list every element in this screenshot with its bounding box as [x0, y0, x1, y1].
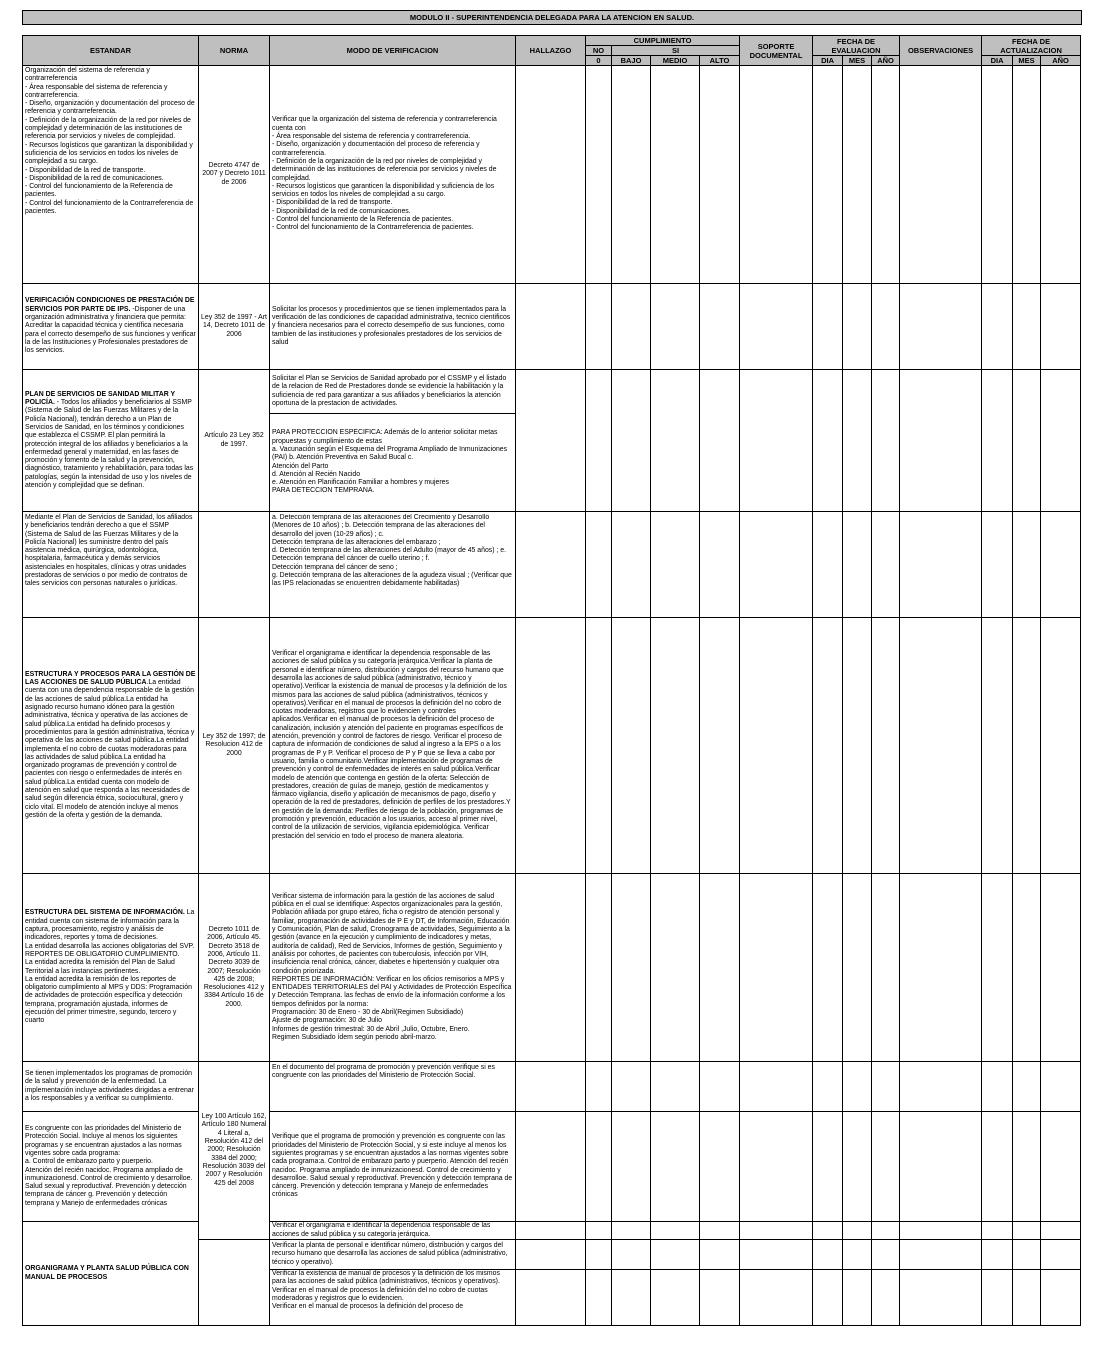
eval-mes-cell[interactable] — [843, 370, 872, 512]
table-row — [23, 284, 1081, 370]
soporte-cell[interactable] — [740, 66, 813, 284]
verification-table — [22, 35, 1081, 1326]
cumplimiento-bajo-cell[interactable] — [612, 512, 651, 618]
cumplimiento-alto-cell[interactable] — [700, 370, 740, 512]
cumplimiento-medio-cell[interactable] — [651, 1270, 700, 1326]
header-medio: MEDIO — [651, 56, 700, 66]
cumplimiento-alto-cell[interactable] — [700, 284, 740, 370]
hallazgo-cell[interactable] — [516, 370, 586, 512]
observaciones-cell[interactable] — [900, 1222, 982, 1240]
eval-ano-cell[interactable] — [872, 1222, 900, 1240]
standard-title: PLAN DE SERVICIOS DE SANIDAD MILITAR Y POLICÍA. — [25, 390, 175, 407]
eval-dia-cell[interactable] — [813, 370, 843, 512]
eval-ano-cell[interactable] — [872, 1240, 900, 1270]
cumplimiento-no-cell[interactable] — [586, 1112, 612, 1222]
cumplimiento-no-cell[interactable] — [586, 284, 612, 370]
observaciones-cell[interactable] — [900, 1270, 982, 1326]
cumplimiento-no-cell[interactable] — [586, 66, 612, 284]
verification-cell: Verifique que el programa de promoción y prevención es congruente con las prioridades del Ministerio de Protección Social, y si este incluye al menos los siguientes programas y se encuentran ajustados a las normas vigentes sobre cada programa:a. Control de embarazo parto y puerperio. Atención del recién nacidoc. Programa ampliado de inmunizacionesd. Control de crecimiento y desarrolloe. Salud sexual y reproductivaf. Prevención y detección temprana de cáncerg. Prevención y detección temprana y Manejo de enfermedades crónicas — [270, 1112, 516, 1222]
header-estandar: ESTANDAR — [23, 36, 199, 66]
cumplimiento-bajo-cell[interactable] — [612, 1112, 651, 1222]
cumplimiento-alto-cell[interactable] — [700, 618, 740, 874]
verification-cell — [270, 512, 516, 618]
cumplimiento-bajo-cell[interactable] — [612, 874, 651, 1062]
cumplimiento-medio-cell[interactable] — [651, 618, 700, 874]
cumplimiento-no-cell[interactable] — [586, 874, 612, 1062]
standard-body: .La entidad cuenta con una dependencia responsable de la gestión de las acciones de salud pública.La entidad ha asignado recurso humano idóneo para la gestión administrativa, técnica y operativa de las acciones de salud pública.La entidad ha definido procesos y procedimientos para la gestión administrativa, técnica y operativa de las acciones de salud pública.La entidad implementa el no cobro de cuotas moderadoras para las actividades de salud pública.La entidad ha organizado programas de prevención y control de pacientes con riesgo o enfermedades de interés en salud pública.La entidad cuenta con modelo de atención en salud que responda a las necesidades de salud según diferencia étnica, sociocultural, gnero y ciclo vital. El modelo de atención incluye al menos gestión de la oferta y gestión de la demanda. — [25, 679, 195, 819]
standard-title: ORGANIGRAMA Y PLANTA SALUD PÚBLICA CON MANUAL DE PROCESOS — [25, 1265, 189, 1281]
observaciones-cell[interactable] — [900, 284, 982, 370]
cumplimiento-no-cell[interactable] — [586, 618, 612, 874]
hallazgo-cell[interactable] — [516, 512, 586, 618]
act-dia-cell[interactable] — [982, 1270, 1013, 1326]
eval-dia-cell[interactable] — [813, 874, 843, 1062]
table-row — [23, 1062, 1081, 1112]
act-ano-cell[interactable] — [1041, 874, 1081, 1062]
soporte-cell[interactable] — [740, 618, 813, 874]
standard-cell — [23, 1222, 199, 1326]
header-soporte-documental: SOPORTE DOCUMENTAL — [740, 36, 813, 66]
eval-ano-cell[interactable] — [872, 874, 900, 1062]
eval-mes-cell[interactable] — [843, 874, 872, 1062]
eval-ano-cell[interactable] — [872, 618, 900, 874]
act-ano-cell[interactable] — [1041, 370, 1081, 512]
observaciones-cell[interactable] — [900, 874, 982, 1062]
cumplimiento-medio-cell[interactable] — [651, 1222, 700, 1240]
standard-cell — [23, 512, 199, 618]
verification-cell — [270, 414, 516, 512]
header-cero: 0 — [586, 56, 612, 66]
cumplimiento-alto-cell[interactable] — [700, 1062, 740, 1112]
cumplimiento-medio-cell[interactable] — [651, 874, 700, 1062]
act-mes-cell[interactable] — [1013, 512, 1041, 618]
header-mes-evaluacion: MES — [843, 56, 872, 66]
observaciones-cell[interactable] — [900, 1240, 982, 1270]
standard-body: Es congruente con las prioridades del Ministerio de Protección Social. Incluye al menos los siguientes programas y se encuentran ajustados a las normas vigentes sobre cada programa: a. Control de embarazo parto y puerperio. Atención del recién nacidoc. Programa ampliado de inmunizacionesd. Control de crecimiento y desarrolloe. Salud sexual y reproductivaf. Prevención y detección temprana de cáncer g. Prevención y detección temprana y Manejo de enfermedades crónicas — [25, 1125, 193, 1207]
soporte-cell[interactable] — [740, 370, 813, 512]
observaciones-cell[interactable] — [900, 1112, 982, 1222]
cumplimiento-alto-cell[interactable] — [700, 1240, 740, 1270]
soporte-cell[interactable] — [740, 1240, 813, 1270]
cumplimiento-no-cell[interactable] — [586, 1270, 612, 1326]
observaciones-cell[interactable] — [900, 370, 982, 512]
standard-body: - Todos los afiliados y beneficiarios al SSMP (Sistema de Salud de las Fuerzas Militares y de la Policía Nacional), tendrán derecho a un Plan de Servicios de Sanidad, en los términos y condiciones que establezca el CSSMP. El plan permitirá la protección integral de los afiliados y beneficiarios a la enfermedad general y maternidad, en las fases de promoción y fomento de la salud y la prevención, diagnóstico, tratamiento y rehabilitación, para todas las patologías, según la intensidad de uso y los niveles de atención y complejidad que se definan. — [25, 399, 194, 489]
act-mes-cell[interactable] — [1013, 874, 1041, 1062]
cumplimiento-medio-cell[interactable] — [651, 66, 700, 284]
verification-text: Verificar que la organización del sistema de referencia y contrarreferencia cuenta con - Área responsable del sistema de referencia y contrarreferencia. - Diseño, organización y documentación del proceso de referencia y contrarreferencia. - Definición de la organización de la red por niveles de complejidad y determinación de las instituciones de referencia por servicios y niveles de complejidad. - Recursos logísticos que garanticen la disponibilidad y suficiencia de los servicios en todos los niveles de complejidad a su cargo. - Disponibilidad de la red de transporte. - Disponibilidad de la red de comunicaciones. - Control del funcionamiento de la Referencia de pacientes. - Control del funcionamiento de la Contrarreferencia de pacientes. — [272, 116, 497, 232]
act-mes-cell[interactable] — [1013, 66, 1041, 284]
standard-cell — [23, 874, 199, 1062]
act-mes-cell[interactable] — [1013, 1062, 1041, 1112]
hallazgo-cell[interactable] — [516, 1222, 586, 1240]
verification-text: Verificar sistema de información para la gestión de las acciones de salud pública en el cual se identifique: Aspectos organizacionales para la gestión, Población afiliada por grupo etáreo, ficha o registro de atención personal y familiar, programación de actividades de P E y DT, de Información, Educación y Comunicación, Plan de salud, Cronograma de actividades, Seguimiento a la gestión (avance en la ejecución y cumplimiento de indicadores y metas, auditoría de calidad), Red de Servicios, Informes de gestión, Seguimiento y análisis por cohortes, de pacientes con tuberculosis, infección por VIH, insuficiencia renal crónica, cáncer, diabetes e hipertensión y cualquier otra condición priorizada. REPORTES DE INFORMACIÓN: Verificar en los oficios remisorios a MPS y ENTIDADES TERRITORIALES del PAI y Actividades de Protección Específica y Detección Temprana. las fechas de envío de la información conforme a los tiempos definidos por la norma: Programación: 30 de Enero - 30 de Abril(Regimen Subsidiado) Ajuste de programación: 30 de Julio Informes de gestión trimestral: 30 de Abril ,Julio, Octubre, Enero. Regimen Subsidiado ídem según periodo abril-marzo. — [272, 892, 512, 1041]
act-dia-cell[interactable] — [982, 874, 1013, 1062]
table-row — [23, 1222, 1081, 1240]
cumplimiento-alto-cell[interactable] — [700, 1222, 740, 1240]
act-mes-cell[interactable] — [1013, 284, 1041, 370]
eval-ano-cell[interactable] — [872, 284, 900, 370]
cumplimiento-medio-cell[interactable] — [651, 370, 700, 512]
observaciones-cell[interactable] — [900, 512, 982, 618]
hallazgo-cell[interactable] — [516, 1062, 586, 1112]
verification-cell: Solicitar los procesos y procedimientos que se tienen implementados para la verificación de las condiciones de capacidad administrativa, tecnico cientificos y financiera necesarios para el correcto desempeño de sus funciones, como tambien de las instituciones y profesionales prestadores de los servicios de salud — [270, 284, 516, 370]
hallazgo-cell[interactable] — [516, 618, 586, 874]
act-dia-cell[interactable] — [982, 618, 1013, 874]
eval-mes-cell[interactable] — [843, 1240, 872, 1270]
eval-dia-cell[interactable] — [813, 1112, 843, 1222]
standard-body: Organización del sistema de referencia y contrarreferencia - Área responsable del sistema de referencia y contrarreferencia. - Diseño, organización y documentación del proceso de referencia y contrarreferencia. - Definición de la organización de la red por niveles de complejidad y determinación de las instituciones de referencia por servicios y niveles de complejidad. - Recursos logísticos que garantizan la disponibilidad y suficiencia de los servicios en todos los niveles de complejidad a su cargo. - Disponibilidad de la red de transporte. - Disponibilidad de la red de comunicaciones. - Control del funcionamiento de la Referencia de pacientes. - Control del funcionamiento de la Contrarreferencia de pacientes. — [25, 67, 195, 216]
cumplimiento-no-cell[interactable] — [586, 1222, 612, 1240]
eval-ano-cell[interactable] — [872, 66, 900, 284]
soporte-cell[interactable] — [740, 1112, 813, 1222]
cumplimiento-bajo-cell[interactable] — [612, 1270, 651, 1326]
eval-mes-cell[interactable] — [843, 1270, 872, 1326]
observaciones-cell[interactable] — [900, 618, 982, 874]
cumplimiento-bajo-cell[interactable] — [612, 1240, 651, 1270]
cumplimiento-bajo-cell[interactable] — [612, 370, 651, 512]
verification-text: PARA PROTECCION ESPECIFICA: Además de lo anterior solicitar metas propuestas y cumplimiento de estas a. Vacunación según el Esquema del Programa Ampliado de Inmunizaciones (PAI) b. Atención Preventiva en Salud Bucal c. Atención del Parto d. Atención al Recién Nacido e. Atención en Planificación Familiar a hombres y mujeres PARA DETECCION TEMPRANA. — [272, 429, 508, 495]
soporte-cell[interactable] — [740, 512, 813, 618]
observaciones-cell[interactable] — [900, 1062, 982, 1112]
cumplimiento-medio-cell[interactable] — [651, 512, 700, 618]
header-dia-actualizacion: DIA — [982, 56, 1013, 66]
cumplimiento-medio-cell[interactable] — [651, 1112, 700, 1222]
hallazgo-cell[interactable] — [516, 66, 586, 284]
eval-ano-cell[interactable] — [872, 1062, 900, 1112]
header-hallazgo: HALLAZGO — [516, 36, 586, 66]
cumplimiento-no-cell[interactable] — [586, 1062, 612, 1112]
act-mes-cell[interactable] — [1013, 1270, 1041, 1326]
verification-cell — [270, 1270, 516, 1326]
header-norma: NORMA — [199, 36, 270, 66]
standard-title: ESTRUCTURA Y PROCESOS PARA LA GESTIÓN DE LAS ACCIONES DE SALUD PÚBLICA — [25, 670, 196, 687]
table-row — [23, 370, 1081, 414]
cumplimiento-alto-cell[interactable] — [700, 66, 740, 284]
act-ano-cell[interactable] — [1041, 284, 1081, 370]
eval-dia-cell[interactable] — [813, 1240, 843, 1270]
verification-cell: Solicitar el Plan se Servicios de Sanidad aprobado por el CSSMP y el listado de la relacion de Red de Prestadores donde se evidencie la habilitación y la suficiencia de red para garantizar a sus afiliados y beneficiarios la atención oportuna de la prestacion de actividades. — [270, 370, 516, 414]
act-ano-cell[interactable] — [1041, 512, 1081, 618]
soporte-cell[interactable] — [740, 1270, 813, 1326]
standard-body: La entidad cuenta con sistema de información para la captura, procesamiento, registro y análisis de indicadores, reportes y toma de decisiones. La entidad desarrolla las acciones obligatorias del SVP. REPORTES DE OBLIGATORIO CUMPLIMIENTO. La entidad acredita la remisión del Plan de Salud Territorial a las instancias pertinentes. La entidad acredita la remisión de los reportes de obligatorio cumplimiento al MPS y DDS: Programación de actividades de protección específica y detección temprana, programación ajustada, informes de ejecución del primer trimestre, segundo, tercero y cuarto — [25, 909, 195, 1025]
standard-title: VERIFICACIÓN CONDICIONES DE PRESTACIÓN DE SERVICIOS POR PARTE DE IPS. — [25, 297, 195, 313]
eval-ano-cell[interactable] — [872, 1270, 900, 1326]
standard-cell: Se tienen implementados los programas de promoción de la salud y prevención de la enfermedad. La implementación incluye actividades dirigidas a entrenar a los responsables y a verificar su cumplimiento. — [23, 1062, 199, 1112]
header-observaciones: OBSERVACIONES — [900, 36, 982, 66]
eval-mes-cell[interactable] — [843, 1112, 872, 1222]
act-ano-cell[interactable] — [1041, 1062, 1081, 1112]
act-mes-cell[interactable] — [1013, 1112, 1041, 1222]
eval-dia-cell[interactable] — [813, 1222, 843, 1240]
header-mes-actualizacion: MES — [1013, 56, 1041, 66]
verification-cell: Verificar el organigrama e identificar la dependencia responsable de las acciones de salud pública y su categoría jerárquica. — [270, 1222, 516, 1240]
cumplimiento-alto-cell[interactable] — [700, 512, 740, 618]
act-dia-cell[interactable] — [982, 1112, 1013, 1222]
verification-cell — [270, 66, 516, 284]
act-ano-cell[interactable] — [1041, 1112, 1081, 1222]
verification-text: a. Detección temprana de las alteraciones del Crecimiento y Desarrollo (Menores de 10 años) ; b. Detección temprana de las alteraciones del desarrollo del joven (10-29 años) ; c. Detección temprana de las alteraciones del embarazo ; d. Detección temprana de las alteraciones del Adulto (mayor de 45 años) ; e. Detección temprana del cáncer de cuello uterino ; f. Detección temprana del cáncer de seno ; g. Detección temprana de las alteraciones de la agudeza visual ; (Verificar que las IPS relacionadas se encuentren debidamente habilitadas) — [272, 514, 512, 588]
soporte-cell[interactable] — [740, 874, 813, 1062]
header-ano-evaluacion: AÑO — [872, 56, 900, 66]
header-bajo: BAJO — [612, 56, 651, 66]
eval-ano-cell[interactable] — [872, 512, 900, 618]
hallazgo-cell[interactable] — [516, 1270, 586, 1326]
standard-body: -Disponer de una organización administrativa y financiera que permita: Acreditar la capacidad técnica y científica necesaria para el correcto desempeño de sus funciones y verificar la de las Instituciones y Profesionales prestadores de los servicios. — [25, 305, 196, 355]
cumplimiento-bajo-cell[interactable] — [612, 1062, 651, 1112]
hallazgo-cell[interactable] — [516, 1112, 586, 1222]
eval-dia-cell[interactable] — [813, 512, 843, 618]
eval-dia-cell[interactable] — [813, 1062, 843, 1112]
table-row — [23, 874, 1081, 1062]
eval-dia-cell[interactable] — [813, 1270, 843, 1326]
hallazgo-cell[interactable] — [516, 284, 586, 370]
norma-cell — [199, 512, 270, 618]
header-fecha-actualizacion: FECHA DE ACTUALIZACION — [982, 36, 1081, 56]
header-cumplimiento: CUMPLIMIENTO — [586, 36, 740, 46]
verification-cell: En el documento del programa de promoción y prevención verifique si es congruente con las prioridades del Ministerio de Protección Social. — [270, 1062, 516, 1112]
cumplimiento-medio-cell[interactable] — [651, 1062, 700, 1112]
standard-cell — [23, 618, 199, 874]
cumplimiento-no-cell[interactable] — [586, 512, 612, 618]
eval-dia-cell[interactable] — [813, 66, 843, 284]
eval-ano-cell[interactable] — [872, 1112, 900, 1222]
standard-cell — [23, 370, 199, 512]
cumplimiento-bajo-cell[interactable] — [612, 618, 651, 874]
verification-text: Verificar la existencia de manual de procesos y la definición de los mismos para las acciones de salud pública (administrativos, técnicos y operativos). Verificar en el manual de procesos la definición del no cobro de cuotas moderadoras y registros que lo evidencien. Verificar en el manual de procesos la definición del proceso de — [272, 1270, 500, 1311]
eval-mes-cell[interactable] — [843, 66, 872, 284]
norma-cell: Ley 100 Artículo 162, Artículo 180 Numeral 4 Literal a, Resolución 412 del 2000; Resolución 3384 del 2000; Resolución 3039 del 2007 y Resolución 425 del 2008 — [199, 1062, 270, 1240]
norma-cell: Decreto 4747 de 2007 y Decreto 1011 de 2006 — [199, 66, 270, 284]
act-mes-cell[interactable] — [1013, 370, 1041, 512]
verification-cell — [270, 874, 516, 1062]
module-title: MODULO II - SUPERINTENDENCIA DELEGADA PARA LA ATENCION EN SALUD. — [22, 10, 1082, 25]
eval-mes-cell[interactable] — [843, 1062, 872, 1112]
observaciones-cell[interactable] — [900, 66, 982, 284]
act-dia-cell[interactable] — [982, 1240, 1013, 1270]
act-ano-cell[interactable] — [1041, 1240, 1081, 1270]
header-alto: ALTO — [700, 56, 740, 66]
act-ano-cell[interactable] — [1041, 618, 1081, 874]
cumplimiento-bajo-cell[interactable] — [612, 66, 651, 284]
norma-cell: Ley 352 de 1997; de Resolucion 412 de 2000 — [199, 618, 270, 874]
header-modo-verificacion: MODO DE VERIFICACION — [270, 36, 516, 66]
standard-cell — [23, 1112, 199, 1222]
standard-cell — [23, 284, 199, 370]
soporte-cell[interactable] — [740, 1062, 813, 1112]
cumplimiento-alto-cell[interactable] — [700, 1270, 740, 1326]
header-si: SI — [612, 46, 740, 56]
act-mes-cell[interactable] — [1013, 1222, 1041, 1240]
soporte-cell[interactable] — [740, 1222, 813, 1240]
eval-mes-cell[interactable] — [843, 1222, 872, 1240]
act-ano-cell[interactable] — [1041, 1222, 1081, 1240]
header-fecha-evaluacion: FECHA DE EVALUACION — [813, 36, 900, 56]
norma-cell: Decreto 1011 de 2006, Artículo 45. Decreto 3518 de 2006, Artículo 11. Decreto 3039 de 2007; Resolución 425 de 2008; Resoluciones 412 y 3384 Artículo 16 de 2000. — [199, 874, 270, 1062]
eval-dia-cell[interactable] — [813, 284, 843, 370]
eval-mes-cell[interactable] — [843, 284, 872, 370]
verification-cell: Verificar el organigrama e identificar la dependencia responsable de las acciones de salud pública y su categoría jerárquica.Verificar la planta de personal e identificar número, distribución y cargos del recurso humano que desarrolla las acciones de salud pública (administrativo, técnico y operativo).Verificar la existencia de manual de procesos y la definición de los mismos para las acciones de salud pública (administrativos, técnicos y operativos).Verificar en el manual de procesos la definición del no cobro de cuotas moderadoras, registros que lo evidencien y controles aplicados.Verificar en el manual de procesos la definición del proceso de canalización, inclusión y atención del paciente en programas específicos de atención, prevención y control de factores de riesgo. Verificar el proceso de captura de información de condiciones de salud al ingreso a la EPS o a los programas de P y P. Verificar el proceso de P y P que se lleva a cabo por usuario, familia o comunitario.Verificar implementación de programas de prevención y control de enfermedades de interés en salud pública.Verificar modelo de atención que contenga en gestión de la oferta: Selección de prestadores, creación de guías de manejo, gestión de medicamentos y fármaco vigilancia, diseño y aplicación de mecanismos de pago, diseño y operación de la red de prestadores, definición de perfiles de los prestadores.Y en gestión de la demanda: Perfiles de riesgo de la población, programas de promoción y prevención, educación a los usuarios, acceso al primer nivel, control de la utilización de servicios, vigilancia epidemiológica. Verificar prestación del servicio en todo el proceso de manera aleatoria. — [270, 618, 516, 874]
table-row — [23, 512, 1081, 618]
cumplimiento-bajo-cell[interactable] — [612, 1222, 651, 1240]
act-dia-cell[interactable] — [982, 1062, 1013, 1112]
table-row — [23, 618, 1081, 874]
norma-cell: Ley 352 de 1997 - Art 14, Decreto 1011 de 2006 — [199, 284, 270, 370]
act-dia-cell[interactable] — [982, 1222, 1013, 1240]
header-ano-actualizacion: AÑO — [1041, 56, 1081, 66]
act-dia-cell[interactable] — [982, 66, 1013, 284]
cumplimiento-alto-cell[interactable] — [700, 874, 740, 1062]
act-dia-cell[interactable] — [982, 370, 1013, 512]
cumplimiento-bajo-cell[interactable] — [612, 284, 651, 370]
eval-dia-cell[interactable] — [813, 618, 843, 874]
hallazgo-cell[interactable] — [516, 1240, 586, 1270]
hallazgo-cell[interactable] — [516, 874, 586, 1062]
act-dia-cell[interactable] — [982, 284, 1013, 370]
cumplimiento-no-cell[interactable] — [586, 1240, 612, 1270]
cumplimiento-medio-cell[interactable] — [651, 284, 700, 370]
table-row — [23, 1112, 1081, 1222]
act-ano-cell[interactable] — [1041, 1270, 1081, 1326]
eval-mes-cell[interactable] — [843, 618, 872, 874]
cumplimiento-no-cell[interactable] — [586, 370, 612, 512]
cumplimiento-alto-cell[interactable] — [700, 1112, 740, 1222]
eval-mes-cell[interactable] — [843, 512, 872, 618]
norma-cell: Artículo 23 Ley 352 de 1997. — [199, 370, 270, 512]
act-mes-cell[interactable] — [1013, 618, 1041, 874]
standard-cell — [23, 66, 199, 284]
header-no: NO — [586, 46, 612, 56]
norma-cell — [199, 1240, 270, 1326]
table-row — [23, 66, 1081, 284]
soporte-cell[interactable] — [740, 284, 813, 370]
header-dia-evaluacion: DIA — [813, 56, 843, 66]
eval-ano-cell[interactable] — [872, 370, 900, 512]
standard-title: ESTRUCTURA DEL SISTEMA DE INFORMACIÓN. — [25, 909, 185, 917]
cumplimiento-medio-cell[interactable] — [651, 1240, 700, 1270]
act-ano-cell[interactable] — [1041, 66, 1081, 284]
standard-body: Mediante el Plan de Servicios de Sanidad, los afiliados y beneficiarios tendrán derecho a que el SSMP (Sistema de Salud de las Fuerzas Militares y de la Policía Nacional) les suministre dentro del país asistencia médica, quirúrgica, odontológica, hospitalaria, farmacéutica y demás servicios asistenciales en hospitales, clínicas y otras unidades prestadoras de servicios o por medio de contratos de tales servicios con personas naturales o jurídicas. — [25, 514, 193, 588]
act-dia-cell[interactable] — [982, 512, 1013, 618]
act-mes-cell[interactable] — [1013, 1240, 1041, 1270]
verification-cell: Verificar la planta de personal e identificar número, distribución y cargos del recurso humano que desarrolla las acciones de salud pública (administrativo, técnico y operativo). — [270, 1240, 516, 1270]
